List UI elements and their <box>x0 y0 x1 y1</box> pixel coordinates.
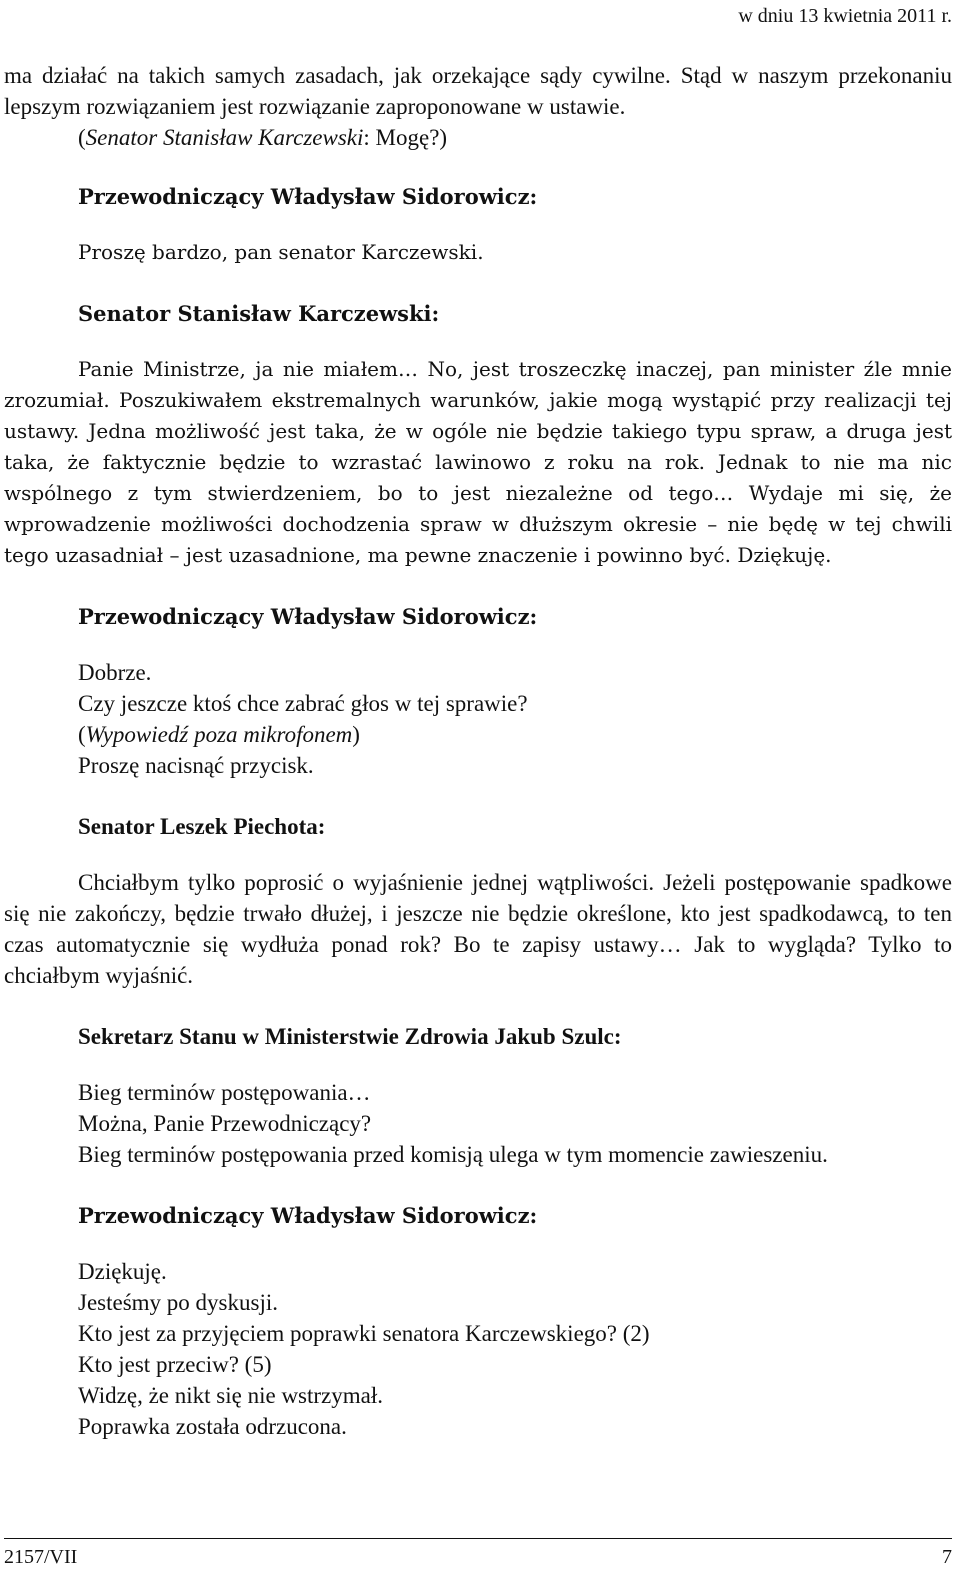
speech-line: Dobrze. <box>78 660 152 685</box>
document-page <box>4 0 952 1572</box>
speaker-heading: Senator Stanisław Karczewski: <box>78 301 440 326</box>
stage-direction-text: Wypowiedź poza mikrofonem <box>85 722 353 747</box>
footer-document-number: 2157/VII <box>4 1546 78 1568</box>
speaker-heading: Przewodniczący Władysław Sidorowicz: <box>78 1203 538 1228</box>
speaker-heading: Przewodniczący Władysław Sidorowicz: <box>78 604 538 629</box>
speech-line: Czy jeszcze ktoś chce zabrać głos w tej sprawie? <box>78 691 528 716</box>
speech-line: Kto jest przeciw? (5) <box>78 1352 272 1377</box>
speech-line: Kto jest za przyjęciem poprawki senatora Karczewskiego? (2) <box>78 1321 650 1346</box>
footer-divider <box>4 1538 952 1539</box>
speech-line: Jesteśmy po dyskusji. <box>78 1290 278 1315</box>
speech-line: Bieg terminów postępowania… <box>78 1080 371 1105</box>
speech-line: Proszę bardzo, pan senator Karczewski. <box>78 240 484 264</box>
speech-line: Bieg terminów postępowania przed komisją ulega w tym momencie zawieszeniu. <box>78 1142 828 1167</box>
speech-paragraph: Panie Ministrze, ja nie miałem… No, jest troszeczkę inaczej, pan minister źle mnie zrozumiał. Poszukiwałem ekstremalnych warunków, jakie mogą wystąpić przy realizacji tej ustawy. Jedna możliwość jest taka, że w ogóle nie będzie takiego typu spraw, a druga jest taka, że faktycznie będzie to wzrastać lawinowo z roku na rok. Jednak to nie ma nic wspólnego z tym stwierdzeniem, bo to jest niezależne od tego… Wydaje mi się, że wprowadzenie możliwości dochodzenia spraw w dłuższym okresie – nie będę w tej chwili tego uzasadniał – jest uzasadnione, ma pewne znaczenie i powinno być. Dziękuję. <box>4 357 952 567</box>
transcript-content <box>4 60 952 1442</box>
aside-speaker: Senator Stanisław Karczewski <box>85 125 364 150</box>
stage-direction: (Wypowiedź poza mikrofonem) <box>78 722 360 747</box>
speech-line: Dziękuję. <box>78 1259 167 1284</box>
speech-paragraph: Chciałbym tylko poprosić o wyjaśnienie jednej wątpliwości. Jeżeli postępowanie spadkowe się nie zakończy, będzie trwało dłużej, i jeszcze nie będzie określone, kto jest spadkodawcą, to ten czas automatycznie się wydłuża ponad rok? Bo te zapisy ustawy… Jak to wygląda? Tylko to chciałbym wyjaśnić. <box>4 870 952 988</box>
footer-page-number: 7 <box>942 1546 952 1568</box>
speaker-heading: Sekretarz Stanu w Ministerstwie Zdrowia Jakub Szulc: <box>78 1024 622 1049</box>
intro-aside: (Senator Stanisław Karczewski: Mogę?) <box>78 125 448 150</box>
intro-text: ma działać na takich samych zasadach, jak orzekające sądy cywilne. Stąd w naszym przekonaniu lepszym rozwiązaniem jest rozwiązanie zaproponowane w ustawie. <box>4 63 952 119</box>
speech-line: Poprawka została odrzucona. <box>78 1414 347 1439</box>
speech-line: Można, Panie Przewodniczący? <box>78 1111 372 1136</box>
intro-paragraph <box>4 60 952 153</box>
page-header-date: w dniu 13 kwietnia 2011 r. <box>738 5 952 27</box>
speech-line: Proszę nacisnąć przycisk. <box>78 753 314 778</box>
speaker-heading: Przewodniczący Władysław Sidorowicz: <box>78 184 538 209</box>
speaker-heading: Senator Leszek Piechota: <box>78 814 326 839</box>
speech-line: Widzę, że nikt się nie wstrzymał. <box>78 1383 383 1408</box>
